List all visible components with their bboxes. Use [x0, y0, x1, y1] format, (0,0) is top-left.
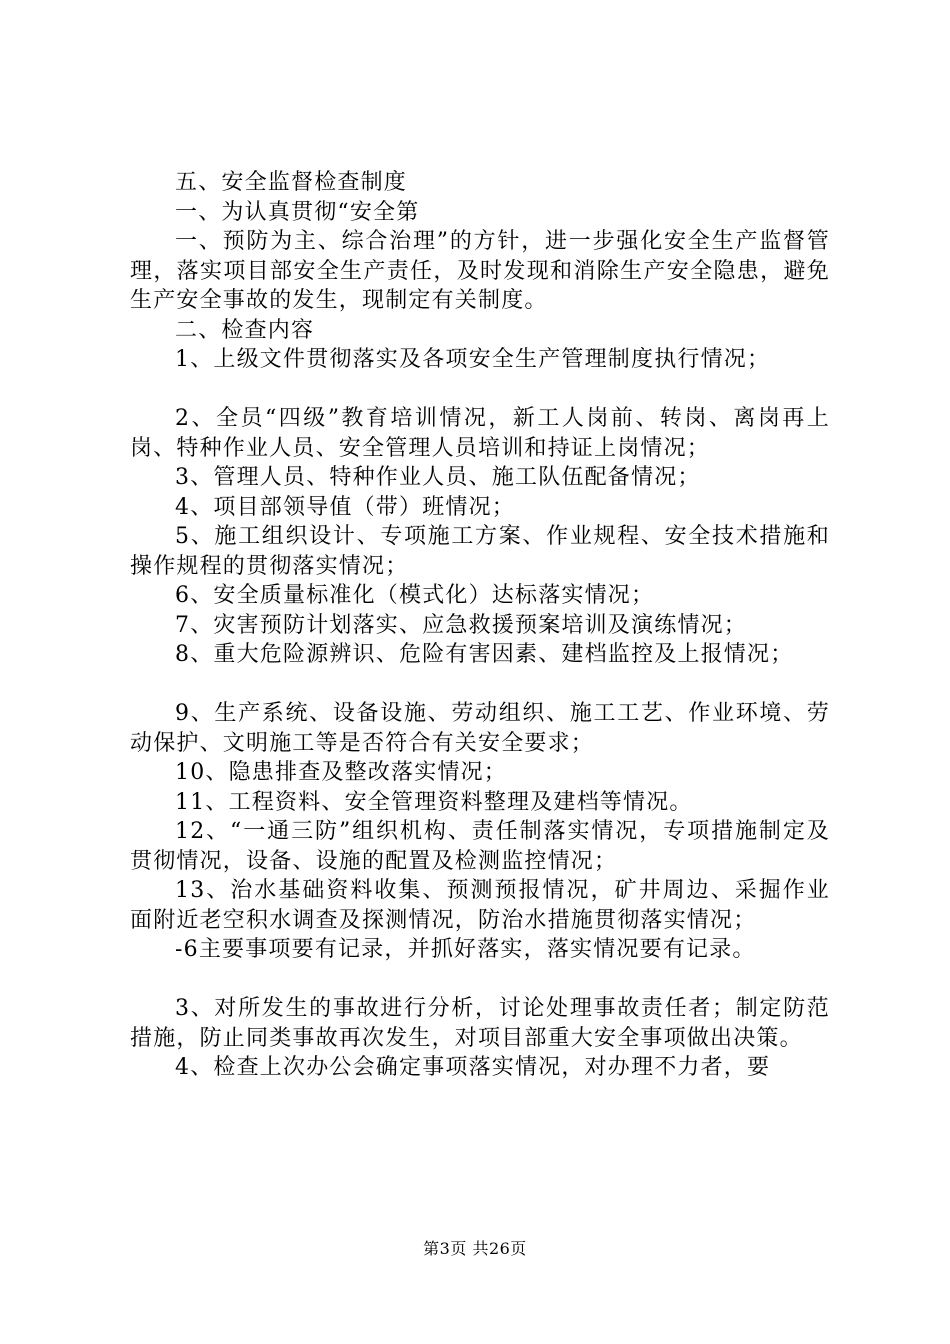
section-heading: 五、安全监督检查制度 [175, 170, 408, 195]
list-item: 2、全员“四级”教育培训情况，新工人岗前、转岗、离岗再上岗、特种作业人员、安全管理人员培训和持证上岗情况； [130, 406, 830, 461]
list-item: 4、检查上次办公会确定事项落实情况，对办理不力者，要 [175, 1055, 771, 1080]
list-item: 4、项目部领导值（带）班情况； [175, 494, 515, 520]
paragraph-gap [130, 375, 830, 405]
page-number: 第3页 共26页 [423, 1239, 527, 1258]
paragraph-gap [130, 965, 830, 995]
paragraph: -6主要事项要有记录，并抓好落实，落实情况要有记录。 [175, 937, 756, 962]
list-item: 3、管理人员、特种作业人员、施工队伍配备情况； [175, 465, 701, 490]
paragraph: 一、为认真贯彻“安全第 [175, 199, 420, 225]
list-item: 6、安全质量标准化（模式化）达标落实情况； [175, 583, 655, 608]
list-item: 9、生产系统、设备设施、劳动组织、施工工艺、作业环境、劳动保护、文明施工等是否符合有关安全要求； [130, 701, 830, 756]
list-item: 13、治水基础资料收集、预测预报情况，矿井周边、采掘作业面附近老空积水调查及探测情况，防治水措施贯彻落实情况； [130, 878, 830, 933]
list-item: 1、上级文件贯彻落实及各项安全生产管理制度执行情况； [175, 347, 771, 372]
list-item: 3、对所发生的事故进行分析，讨论处理事故责任者；制定防范措施，防止同类事故再次发生，对项目部重大安全事项做出决策。 [130, 996, 830, 1051]
document-body [130, 168, 830, 1083]
subsection-heading: 二、检查内容 [175, 317, 315, 343]
list-item: 5、施工组织设计、专项施工方案、作业规程、安全技术措施和操作规程的贯彻落实情况； [130, 524, 830, 579]
list-item: 7、灾害预防计划落实、应急救援预案培训及演练情况； [175, 612, 747, 638]
list-item: 11、工程资料、安全管理资料整理及建档等情况。 [175, 789, 693, 815]
list-item: 12、“一通三防”组织机构、责任制落实情况，专项措施制定及贯彻情况，设备、设施的配置及检测监控情况； [130, 819, 830, 874]
page-footer [0, 1236, 950, 1259]
paragraph: 一、预防为主、综合治理”的方针，进一步强化安全生产监督管理，落实项目部安全生产责任，及时发现和消除生产安全隐患，避免生产安全事故的发生，现制定有关制度。 [130, 229, 830, 313]
paragraph-gap [130, 670, 830, 700]
list-item: 8、重大危险源辨识、危险有害因素、建档监控及上报情况； [175, 642, 794, 667]
list-item: 10、隐患排查及整改落实情况； [175, 760, 507, 785]
